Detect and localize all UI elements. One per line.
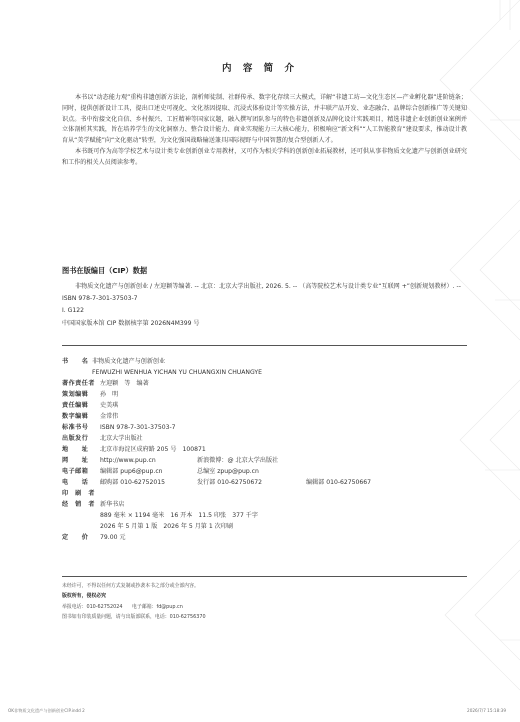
email-editorial: 编辑部 pup6@pup.cn <box>100 468 163 475</box>
cip-data <box>62 281 467 330</box>
isbn: ISBN 978-7-301-37503-7 <box>100 424 176 431</box>
report-contacts <box>62 602 467 612</box>
weibo: 新浪微博：@ 北京大学出版社 <box>197 457 279 464</box>
timestamp-slug: 2026/7/7 15:18:39 <box>467 708 506 713</box>
author-label: 著作责任者 <box>62 380 95 387</box>
report-email: 电子邮箱：fd@pup.cn <box>132 603 183 610</box>
summary-paragraph: 本书既可作为高等学校艺术与设计类专业创新创业专用教材，又可作为相关学科的创新创业拓展教材，还可供从事非物质文化遗产与创新创业研究和工作的相关人员阅读参考。 <box>62 147 467 166</box>
address: 北京市海淀区成府路 205 号 100871 <box>100 446 206 453</box>
cip-heading: 图书在版编目（CIP）数据 <box>62 266 148 275</box>
website-label: 网 址 <box>62 457 89 464</box>
reproduction-notice: 未经许可，不得以任何方式复制或抄袭本书之部分或全部内容。 <box>62 583 199 589</box>
summary-section <box>62 93 467 169</box>
cip-classification: Ⅰ. G122 <box>62 307 85 315</box>
price-label: 定 价 <box>62 534 89 541</box>
phone-mail-order: 邮购部 010-62752015 <box>100 479 166 486</box>
author-row <box>62 378 467 389</box>
planning-editor-row <box>62 389 467 400</box>
address-label: 地 址 <box>62 446 89 453</box>
cip-record-number: 中国国家版本馆 CIP 数据核字第 2026N4M399 号 <box>62 319 200 327</box>
planning-editor-label: 策划编辑 <box>62 391 89 398</box>
planning-editor: 孙 明 <box>100 391 119 398</box>
distributor-label: 经 销 者 <box>62 501 95 508</box>
divider <box>62 576 467 577</box>
digital-editor-row <box>62 411 467 422</box>
isbn-row <box>62 422 467 433</box>
email-label: 电子邮箱 <box>62 468 89 475</box>
book-pinyin: FEIWUZHI WENHUA YICHAN YU CHUANGXIN CHUANGYE <box>92 369 262 376</box>
printer-label: 印 刷 者 <box>62 490 95 497</box>
page-title: 内 容 简 介 <box>222 63 298 74</box>
report-phone: 举报电话：010-62752024 <box>62 603 123 610</box>
quality-contact: 图书如有印装质量问题，请与出版部联系，电话：010-62756370 <box>62 613 206 620</box>
format-spec: 889 毫米 × 1194 毫米 16 开本 11.5 印张 377 千字 <box>100 512 258 519</box>
isbn-label: 标准书号 <box>62 424 89 431</box>
price-row <box>62 532 467 543</box>
copyright-notice <box>62 581 467 622</box>
email-row <box>62 466 467 477</box>
phone-distribution: 发行部 010-62750672 <box>197 479 263 486</box>
printer-row <box>62 488 467 499</box>
publisher-label: 出版发行 <box>62 435 89 442</box>
responsible-editor-row <box>62 400 467 411</box>
book-title-label: 书 名 <box>62 358 89 365</box>
website-url: http://www.pup.cn <box>100 457 156 464</box>
responsible-editor-label: 责任编辑 <box>62 402 89 409</box>
cip-entry: 非物质文化遗产与创新创业 / 左迎颖等编著. -- 北京：北京大学出版社, 2026. 5. -- （高等院校艺术与设计类专业“互联网 +”创新规划教材）. -- ISBN 978-7-301-37503-7 <box>62 283 461 303</box>
format-row <box>62 510 467 521</box>
website-row <box>62 455 467 466</box>
divider <box>62 345 467 346</box>
digital-editor: 金常伟 <box>100 413 119 420</box>
author: 左迎颖 等 编著 <box>100 380 149 387</box>
phone-editorial: 编辑部 010-62750667 <box>306 479 372 486</box>
address-row <box>62 444 467 455</box>
phone-label: 电 话 <box>62 479 89 486</box>
book-title-row <box>62 356 467 367</box>
publisher-row <box>62 433 467 444</box>
colophon <box>62 356 467 543</box>
price: 79.00 元 <box>100 534 126 541</box>
digital-editor-label: 数字编辑 <box>62 413 89 420</box>
distributor-row <box>62 499 467 510</box>
email-chief: 总编室 zpup@pup.cn <box>197 468 259 475</box>
responsible-editor: 史美琪 <box>100 402 119 409</box>
file-slug: OK非物质文化遗产与创新创业CIP.indd 2 <box>8 708 85 713</box>
book-title: 非物质文化遗产与创新创业 <box>92 358 166 365</box>
distributor: 新华书店 <box>100 501 125 508</box>
publisher: 北京大学出版社 <box>100 435 143 442</box>
book-pinyin-row <box>62 367 467 378</box>
phone-row <box>62 477 467 488</box>
edition-row <box>62 521 467 532</box>
rights-reserved: 版权所有，侵权必究 <box>62 593 107 600</box>
edition: 2026 年 5 月第 1 版 2026 年 5 月第 1 次印刷 <box>100 523 233 530</box>
summary-paragraph: 本书以“动态能力观”重构非遗创新方法论，剖析师徒制、社群传承、数字化存续三大模式，详解“非遗工坊—文化生态区—产业孵化器”进阶链条；同时，提供创新设计工具，提出口述史可视化、文化基因提取、沉浸式体验设计等实操方法，并丰联产品开发、业态融合、品牌综合创新推广等关键知识点。书中衔接文化自信、乡村振兴、工匠精神等国家议题，融入撰写团队参与的特色非遗创新及品牌化设计实践项目，精选非遗企业创新创业案例并立体剖析其实践，旨在培养学生的文化洞察力、整合设计能力、商业实现能力三大核心能力，积极响应“新文科”“人工智能教育”建设要求，推动设计教育从“美学赋能”向“文化驱动”转型，为文化强国战略输送兼具国际视野与中国智慧的复合型创新人才。 <box>62 94 467 145</box>
